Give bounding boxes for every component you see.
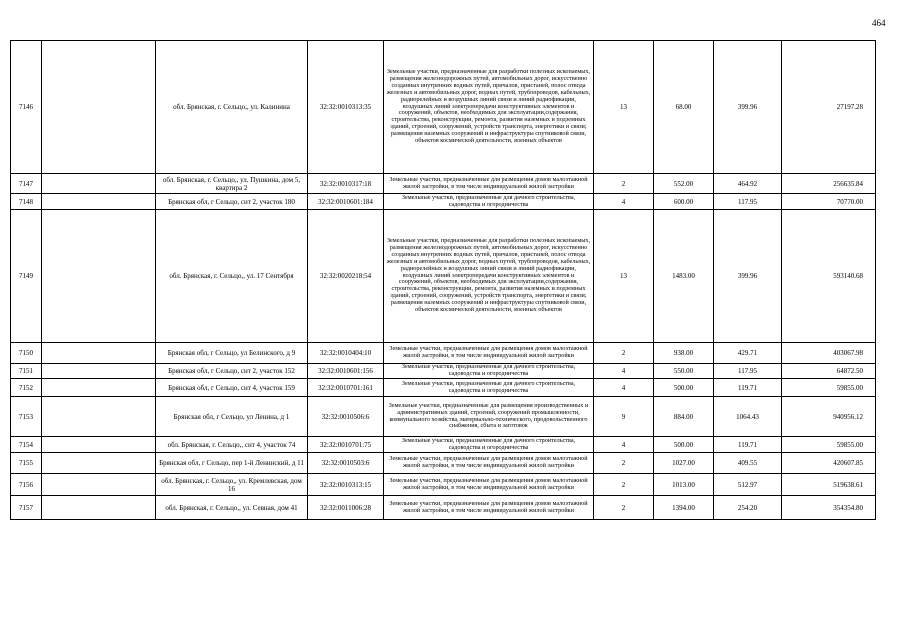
- address-cell: обл. Брянская, г. Сельцо,, снт 4, участок 74: [156, 437, 308, 453]
- table-body: [11, 41, 876, 520]
- table-row: [11, 397, 876, 437]
- blank-cell: [42, 379, 156, 397]
- cadastral-value-cell: 420607.85: [782, 453, 876, 474]
- land-use-purpose-cell: Земельные участки, предназначенные для разработки полезных ископаемых, размещения железнодорожных путей, автомобильных дорог, искусственно созданных внутренних водных путей, причалов, пристаней, полос отвода железных и автомобильных дорог, водных путей, трубопроводов, кабельных, радиорелейных и воздушных линий связи и линий радиофикации, воздушных линий электропередачи конструктивных элементов и сооружений, объектов, необходимых для эксплуатации,содержания, строительства, реконструкции, ремонта, развития наземных и подземных зданий, строений, сооружений, устройств транспорта, энергетики и связи; размещения наземных сооружений и инфраструктуры спутниковой связи, объектов космической деятельности, военных объектов: [384, 210, 594, 343]
- cadastral-number-cell: 32:32:0011006:28: [308, 496, 384, 520]
- specific-value-cell: 119.71: [714, 379, 782, 397]
- cadastral-number-cell: 32:32:0010701:161: [308, 379, 384, 397]
- address-cell: Брянская обл, г Сельцо, снт 2, участок 152: [156, 364, 308, 379]
- blank-cell: [42, 194, 156, 210]
- cadastral-value-cell: 519638.61: [782, 474, 876, 496]
- table-row: [11, 364, 876, 379]
- cadastral-number-cell: 32:32:0010601:156: [308, 364, 384, 379]
- address-cell: Брянская обл, г Сельцо, снт 4, участок 159: [156, 379, 308, 397]
- row-number-cell: 7146: [11, 41, 42, 174]
- use-group-cell: 4: [594, 437, 654, 453]
- area-cell: 1013.00: [654, 474, 714, 496]
- address-cell: обл. Брянская, г. Сельцо,, ул. Кремлевская, дом 16: [156, 474, 308, 496]
- land-use-purpose-cell: Земельные участки, предназначенные для дачного строительства, садоводства и огородничества: [384, 379, 594, 397]
- land-use-purpose-cell: Земельные участки, предназначенные для дачного строительства, садоводства и огородничества: [384, 194, 594, 210]
- address-cell: обл. Брянская, г. Сельцо,, ул. Пушкина, дом 5, квартира 2: [156, 174, 308, 194]
- area-cell: 1027.00: [654, 453, 714, 474]
- table-row: [11, 437, 876, 453]
- land-use-purpose-cell: Земельные участки, предназначенные для размещения домов малоэтажной жилой застройки, в том числе индивидуальной жилой застройки: [384, 343, 594, 364]
- blank-cell: [42, 364, 156, 379]
- cadastral-value-cell: 70770.00: [782, 194, 876, 210]
- specific-value-cell: 464.92: [714, 174, 782, 194]
- land-use-purpose-cell: Земельные участки, предназначенные для размещения домов малоэтажной жилой застройки, в том числе индивидуальной жилой застройки: [384, 496, 594, 520]
- use-group-cell: 9: [594, 397, 654, 437]
- table-row: [11, 343, 876, 364]
- use-group-cell: 4: [594, 364, 654, 379]
- use-group-cell: 2: [594, 496, 654, 520]
- table-row: [11, 496, 876, 520]
- table-row: [11, 210, 876, 343]
- area-cell: 1394.00: [654, 496, 714, 520]
- land-use-purpose-cell: Земельные участки, предназначенные для дачного строительства, садоводства и огородничества: [384, 437, 594, 453]
- specific-value-cell: 1064.43: [714, 397, 782, 437]
- specific-value-cell: 429.71: [714, 343, 782, 364]
- use-group-cell: 4: [594, 379, 654, 397]
- use-group-cell: 2: [594, 343, 654, 364]
- table-row: [11, 194, 876, 210]
- row-number-cell: 7156: [11, 474, 42, 496]
- cadastral-number-cell: 32:32:0020218:54: [308, 210, 384, 343]
- address-cell: Брянская обл, г Сельцо, пер 1-й Ленинский, д 11: [156, 453, 308, 474]
- blank-cell: [42, 174, 156, 194]
- blank-cell: [42, 41, 156, 174]
- use-group-cell: 2: [594, 453, 654, 474]
- land-use-purpose-cell: Земельные участки, предназначенные для дачного строительства, садоводства и огородничества: [384, 364, 594, 379]
- land-plots-table: [10, 40, 876, 520]
- row-number-cell: 7155: [11, 453, 42, 474]
- address-cell: обл. Брянская, г. Сельцо,, ул. Калинина: [156, 41, 308, 174]
- specific-value-cell: 512.97: [714, 474, 782, 496]
- cadastral-value-cell: 256635.84: [782, 174, 876, 194]
- cadastral-value-cell: 59855.00: [782, 379, 876, 397]
- row-number-cell: 7154: [11, 437, 42, 453]
- use-group-cell: 13: [594, 41, 654, 174]
- cadastral-number-cell: 32:32:0010313:15: [308, 474, 384, 496]
- row-number-cell: 7152: [11, 379, 42, 397]
- address-cell: Брянская обл, г Сельцо, ул Ленина, д 1: [156, 397, 308, 437]
- blank-cell: [42, 210, 156, 343]
- specific-value-cell: 117.95: [714, 364, 782, 379]
- land-use-purpose-cell: Земельные участки, предназначенные для размещения домов малоэтажной жилой застройки, в том числе индивидуальной жилой застройки: [384, 453, 594, 474]
- cadastral-value-cell: 354354.80: [782, 496, 876, 520]
- row-number-cell: 7150: [11, 343, 42, 364]
- table-row: [11, 41, 876, 174]
- cadastral-value-cell: 59855.00: [782, 437, 876, 453]
- blank-cell: [42, 496, 156, 520]
- specific-value-cell: 119.71: [714, 437, 782, 453]
- land-use-purpose-cell: Земельные участки, предназначенные для размещения производственных и административных зданий, строений, сооружений промышленности, коммунального хозяйства, материально-технического, продовольственного снабжения, сбыта и заготовок: [384, 397, 594, 437]
- area-cell: 550.00: [654, 364, 714, 379]
- cadastral-value-cell: 403067.98: [782, 343, 876, 364]
- specific-value-cell: 399.96: [714, 210, 782, 343]
- use-group-cell: 2: [594, 474, 654, 496]
- blank-cell: [42, 343, 156, 364]
- cadastral-number-cell: 32:32:0010601:184: [308, 194, 384, 210]
- cadastral-number-cell: 32:32:0010317:18: [308, 174, 384, 194]
- table-row: [11, 379, 876, 397]
- address-cell: Брянская обл, г Сельцо, снт 2, участок 180: [156, 194, 308, 210]
- blank-cell: [42, 397, 156, 437]
- table-row: [11, 453, 876, 474]
- cadastral-value-cell: 27197.28: [782, 41, 876, 174]
- cadastral-value-cell: 593140.68: [782, 210, 876, 343]
- row-number-cell: 7157: [11, 496, 42, 520]
- cadastral-value-cell: 64872.50: [782, 364, 876, 379]
- area-cell: 552.00: [654, 174, 714, 194]
- area-cell: 500.00: [654, 437, 714, 453]
- specific-value-cell: 117.95: [714, 194, 782, 210]
- specific-value-cell: 399.96: [714, 41, 782, 174]
- address-cell: Брянская обл, г Сельцо, ул Белинского, д 9: [156, 343, 308, 364]
- land-use-purpose-cell: Земельные участки, предназначенные для размещения домов малоэтажной жилой застройки, в том числе индивидуальной жилой застройки: [384, 474, 594, 496]
- use-group-cell: 13: [594, 210, 654, 343]
- row-number-cell: 7148: [11, 194, 42, 210]
- cadastral-number-cell: 32:32:0010404:10: [308, 343, 384, 364]
- area-cell: 600.00: [654, 194, 714, 210]
- land-use-purpose-cell: Земельные участки, предназначенные для разработки полезных ископаемых, размещения железнодорожных путей, автомобильных дорог, искусственно созданных внутренних водных путей, причалов, пристаней, полос отвода железных и автомобильных дорог, водных путей, трубопроводов, кабельных, радиорелейных и воздушных линий связи и линий радиофикации, воздушных линий электропередачи конструктивных элементов и сооружений, объектов, необходимых для эксплуатации,содержания, строительства, реконструкции, ремонта, развития наземных и подземных зданий, строений, сооружений, устройств транспорта, энергетики и связи; размещения наземных сооружений и инфраструктуры спутниковой связи, объектов космической деятельности, военных объектов: [384, 41, 594, 174]
- blank-cell: [42, 453, 156, 474]
- blank-cell: [42, 437, 156, 453]
- cadastral-number-cell: 32:32:0010506:6: [308, 397, 384, 437]
- use-group-cell: 4: [594, 194, 654, 210]
- land-use-purpose-cell: Земельные участки, предназначенные для размещения домов малоэтажной жилой застройки, в том числе индивидуальной жилой застройки: [384, 174, 594, 194]
- area-cell: 68.00: [654, 41, 714, 174]
- row-number-cell: 7153: [11, 397, 42, 437]
- cadastral-number-cell: 32:32:0010503:6: [308, 453, 384, 474]
- area-cell: 1483.00: [654, 210, 714, 343]
- use-group-cell: 2: [594, 174, 654, 194]
- cadastral-number-cell: 32:32:0010701:75: [308, 437, 384, 453]
- blank-cell: [42, 474, 156, 496]
- row-number-cell: 7147: [11, 174, 42, 194]
- specific-value-cell: 409.55: [714, 453, 782, 474]
- area-cell: 500.00: [654, 379, 714, 397]
- cadastral-number-cell: 32:32:0010313:35: [308, 41, 384, 174]
- row-number-cell: 7149: [11, 210, 42, 343]
- address-cell: обл. Брянская, г. Сельцо,, ул. Севная, дом 41: [156, 496, 308, 520]
- table-row: [11, 474, 876, 496]
- area-cell: 938.00: [654, 343, 714, 364]
- address-cell: обл. Брянская, г. Сельцо,, ул. 17 Сентября: [156, 210, 308, 343]
- specific-value-cell: 254.20: [714, 496, 782, 520]
- cadastral-value-cell: 940956.12: [782, 397, 876, 437]
- row-number-cell: 7151: [11, 364, 42, 379]
- table-row: [11, 174, 876, 194]
- page-number: 464: [872, 18, 886, 28]
- area-cell: 884.00: [654, 397, 714, 437]
